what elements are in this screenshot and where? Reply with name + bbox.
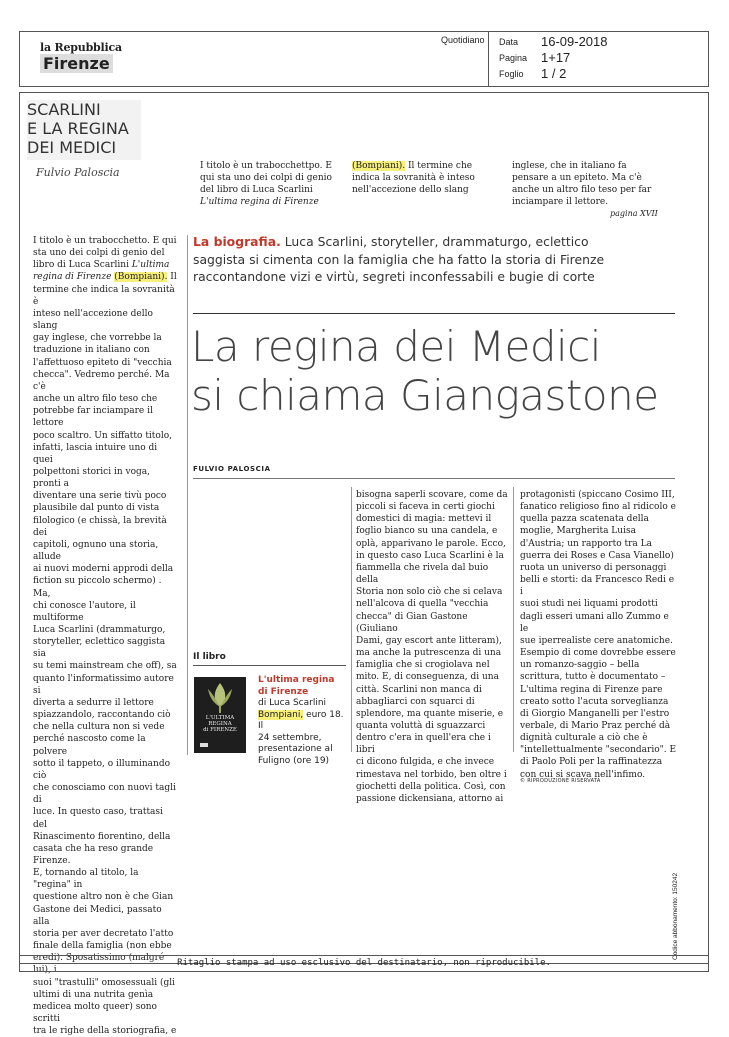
- copyright-notice: © RIPRODUZIONE RISERVATA: [520, 778, 601, 784]
- text-line: anche un altro filo teso che: [33, 394, 158, 405]
- text-line: fiction su piccolo schermo) . Ma,: [33, 576, 162, 599]
- text-line: ci dicono fulgida, e che invece: [356, 757, 495, 768]
- text-line: E, tornando al titolo, la "regina" in: [33, 868, 139, 891]
- text-line: Rinascimento fiorentino, della: [33, 831, 171, 842]
- text-line: d'Austria; un rapporto tra La: [520, 538, 652, 549]
- text-line: L'ultima regina di Firenze pare: [520, 684, 663, 695]
- text-line: protagonisti (spiccano Cosimo III,: [520, 490, 675, 500]
- text-line: termine che indica la sovranità è: [33, 284, 175, 307]
- text-line: medicea molto queer) sono scritti: [33, 1001, 157, 1024]
- text-line: un romanzo-saggio – bella: [520, 660, 640, 671]
- text-line: checca" di Gian Gastone (Giuliano: [356, 611, 468, 634]
- text-line: poco scaltro. Un siffatto titolo,: [33, 430, 173, 441]
- clipping-header: [19, 31, 709, 87]
- left-column-text: I titolo è un trabocchetto. E qui sta uno dei colpi di genio del libro di Luca Scarlini L'ultima regina di Firenze (Bompiani). Il termine che indica la sovranità è inteso nell'accezione dello slang gay inglese, che vorrebbe la traduzione in italiano con l'affettuoso epiteto di "vecchia checca". Vedremo perché. Ma c'è anche un altro filo teso che potrebbe far inciampare il lettore poco scaltro. Un siffatto titolo, infatti, lascia intuire uno di quei polpettoni storici in voga, pronti a diventare una serie tivù poco plausibile dal punto di vista filologico (e chissà, la brevità dei capitoli, ognuno una storia, allude ai nuovi moderni approdi della fiction su piccolo schermo) . Ma, chi conosce l'autore, il multiforme Luca Scarlini (drammaturgo, storyteller, eclettico saggista sia su temi mainstream che off), sa quanto l'informatissimo autore si diverta a sedurre il lettore spiazzandolo, raccontando ciò che nella cultura non si vede perché nascosto come la polvere sotto il tappeto, o illuminando ciò che conosciamo con nuovi tagli di luce. In questo caso, trattasi del Rinascimento fiorentino, della casata che ha reso grande Firenze. E, tornando al titolo, la "regina" in questione altro non è che Gian Gastone dei Medici, passato alla storia per aver decretato l'atto finale della famiglia (non ebbe eredi). Sposatissimo (malgré lui), i suoi "trastulli" omosessuali (gli ultimi di una nutrita genìa medicea molto queer) sono scritti tra le righe della storiografia, e: [33, 235, 179, 1037]
- column-divider: [351, 487, 352, 752]
- book-box-rule: [193, 665, 346, 666]
- text-line: dentro c'era in quell'era che i libri: [356, 733, 491, 756]
- text-line: belli e storti: da Francesco Redi e i: [520, 575, 675, 598]
- book-box-label: Il libro: [193, 652, 226, 662]
- text-line: polpettoni storici in voga, pronti a: [33, 466, 150, 490]
- publication-type: Quotidiano: [441, 35, 485, 45]
- text-line: quanto l'informatissimo autore si: [33, 673, 174, 696]
- text-line: oplà, apparivano le parole. Ecco,: [356, 538, 506, 549]
- book-cover-image: L'ULTIMA REGINA di FIRENZE: [194, 677, 246, 753]
- text-line: fanatico religioso fino al ridicolo e: [520, 502, 676, 513]
- text-line: perché nascosto come la polvere: [33, 734, 146, 757]
- text-line: moglie, Margherita Luisa: [520, 526, 636, 537]
- text-line: infatti, lascia intuire uno di quei: [33, 442, 158, 465]
- headline-rule: [193, 313, 675, 314]
- text-line: chi conosce l'autore, il multiforme: [33, 600, 136, 623]
- text-line: dagli esseri umani allo Zummo e le: [520, 611, 669, 634]
- text-line: splendore, ma quante miserie, e: [356, 708, 504, 719]
- text-line: questione altro non è che Gian: [33, 892, 174, 903]
- text-line: tra le righe della storiografia, e: [33, 1026, 177, 1037]
- text-line: diverta a sedurre il lettore: [33, 697, 154, 708]
- text-line: che conosciamo con nuovi tagli di: [33, 783, 176, 806]
- front-title: SCARLINI E LA REGINA DEI MEDICI: [27, 100, 141, 160]
- text-line: nell'alcova di quella "vecchia: [356, 599, 489, 610]
- text-line: ma anche la putrescenza di una: [356, 648, 502, 659]
- text-line: di Giorgio Manganelli per l'estro: [520, 708, 670, 719]
- front-col-1: I titolo è un trabocchettpo. E qui sta uno dei colpi di genio del libro di Luca Scarlini L'ultima regina di Firenze: [200, 161, 332, 207]
- text-line: filologico (e chissà, la brevità dei: [33, 515, 167, 538]
- text-line: famiglia che si crogiolava nel: [356, 660, 490, 671]
- text-line: fiammella che rivela dal buio della: [356, 562, 489, 586]
- text-line: suoi "trastulli" omosessuali (gli: [33, 977, 176, 988]
- book-info: L'ultima regina di Firenze di Luca Scarlini Bompiani, euro 18. Il 24 settembre, presentazione al Fuligno (ore 19): [258, 675, 344, 766]
- foglio-value: 1 / 2: [541, 66, 567, 81]
- text-line: di Paolo Poli per la raffinatezza: [520, 757, 663, 768]
- text-line: sue iperrealiste cere anatomiche.: [520, 635, 673, 646]
- data-label: Data: [499, 37, 519, 47]
- text-line: finale della famiglia (non ebbe: [33, 941, 172, 952]
- text-line: scrittura, tutto è documentato –: [520, 672, 666, 683]
- text-line: foglio bianco su una candela, e: [356, 526, 498, 537]
- footer-notice: Ritaglio stampa ad uso esclusivo del destinatario, non riproducibile.: [19, 955, 709, 972]
- text-line: potrebbe far inciampare il lettore: [33, 406, 153, 429]
- text-line: ai nuovi moderni approdi della: [33, 564, 174, 575]
- text-line: ultimi di una nutrita genìa: [33, 989, 154, 1000]
- text-line: piccoli si faceva in certi giochi: [356, 502, 495, 513]
- front-col-3: inglese, che in italiano fa pensare a un epiteto. Ma c'è anche un altro filo teso per far inciampare il lettore.: [512, 161, 652, 207]
- text-line: su temi mainstream che off), sa: [33, 661, 177, 672]
- page-reference: pagina XVII: [610, 209, 658, 218]
- text-line: quella pazza scatenata della: [520, 514, 649, 525]
- text-line: eredi). Sposatissimo (malgré lui), i: [33, 953, 165, 976]
- edition-name: Firenze: [40, 54, 113, 73]
- data-value: 16-09-2018: [541, 34, 608, 49]
- byline: FULVIO PALOSCIA: [193, 465, 271, 473]
- right-column-text: [520, 489, 678, 781]
- text-line: con cui si scava nell'infimo.: [520, 769, 646, 780]
- front-author: Fulvio Paloscia: [36, 166, 120, 179]
- text-line: ruota un universo di personaggi: [520, 562, 667, 573]
- text-line: checca". Vedremo perché. Ma c'è: [33, 369, 170, 392]
- text-line: gay inglese, che vorrebbe la: [33, 333, 162, 344]
- text-line: che nella cultura non si vede: [33, 722, 165, 733]
- text-line: rimestava nel torbido, ben oltre i: [356, 769, 507, 780]
- text-line: plausibile dal punto di vista: [33, 503, 160, 514]
- column-divider: [513, 487, 514, 752]
- text-line: spiazzandolo, raccontando ciò: [33, 710, 171, 721]
- text-line: Esempio di come dovrebbe essere: [520, 648, 676, 659]
- text-line: creato sotto l'acuta sorveglianza: [520, 696, 669, 707]
- text-line: sotto il tappeto, o illuminando ciò: [33, 758, 171, 781]
- text-line: giochetti della politica. Così, con: [356, 781, 506, 792]
- text-line: suoi studi nei liquami prodotti: [520, 599, 658, 610]
- pagina-label: Pagina: [499, 53, 528, 63]
- column-divider: [187, 235, 188, 755]
- text-line: Dami, gay escort ante litteram),: [356, 635, 502, 646]
- biography-intro: La biografia. Luca Scarlini, storyteller, drammaturgo, eclettico saggista si cimenta con la famiglia che ha fatto la storia di Firenze raccontandone vizi e virtù, segreti inconfessabili e bugie di corte: [193, 234, 605, 284]
- text-line: Gastone dei Medici, passato alla: [33, 904, 162, 927]
- headline: La regina dei Medici si chiama Giangastone: [191, 322, 659, 420]
- pagina-value: 1+17: [541, 50, 571, 65]
- subscription-code: Codice abbonamento: 150242: [672, 872, 679, 960]
- text-line: verbale, di Mario Praz perché dà: [520, 720, 671, 731]
- text-line: quanta voluttà di sguazzarci: [356, 720, 486, 731]
- text-line: guerra dei Roses e Casa Vianello): [520, 550, 674, 561]
- byline-rule: [193, 478, 675, 479]
- front-col-2: (Bompiani). Il termine che indica la sovranità è inteso nell'accezione dello slang: [352, 161, 475, 195]
- middle-column-text: [356, 489, 510, 805]
- text-line: abbagliarci con squarci di: [356, 696, 475, 707]
- text-line: capitoli, ognuno una storia, allude: [33, 539, 159, 563]
- text-line: inteso nell'accezione dello slang: [33, 308, 153, 332]
- foglio-label: Foglio: [499, 69, 524, 79]
- text-line: traduzione in italiano con: [33, 345, 150, 356]
- text-line: l'affettuoso epiteto di "vecchia: [33, 357, 172, 368]
- text-line: passione dickensiana, attorno ai: [356, 793, 504, 804]
- text-line: mito. E, di conseguenza, di una: [356, 672, 499, 683]
- header-divider: [488, 32, 489, 86]
- text-line: storia per aver decretato l'atto: [33, 928, 174, 939]
- text-line: in questo caso Luca Scarlini è la: [356, 550, 504, 561]
- text-line: Luca Scarlini (drammaturgo,: [33, 625, 166, 635]
- text-line: Storia non solo ciò che si celava: [356, 587, 503, 598]
- newspaper-name: la Repubblica: [40, 41, 122, 54]
- text-line: casata che ha reso grande Firenze.: [33, 843, 154, 866]
- text-line: dignità culturale a ciò che è: [520, 733, 648, 744]
- text-line: città. Scarlini non manca di: [356, 684, 482, 695]
- text-line: domestici di magia: mettevi il: [356, 514, 492, 525]
- text-line: "intellettualmente "secondario". E: [520, 745, 677, 756]
- text-line: luce. In questo caso, trattasi del: [33, 807, 163, 830]
- text-line: diventare una serie tivù poco: [33, 491, 167, 502]
- text-line: bisogna saperli scovare, come da: [356, 490, 508, 500]
- text-line: storyteller, eclettico saggista sia: [33, 637, 166, 660]
